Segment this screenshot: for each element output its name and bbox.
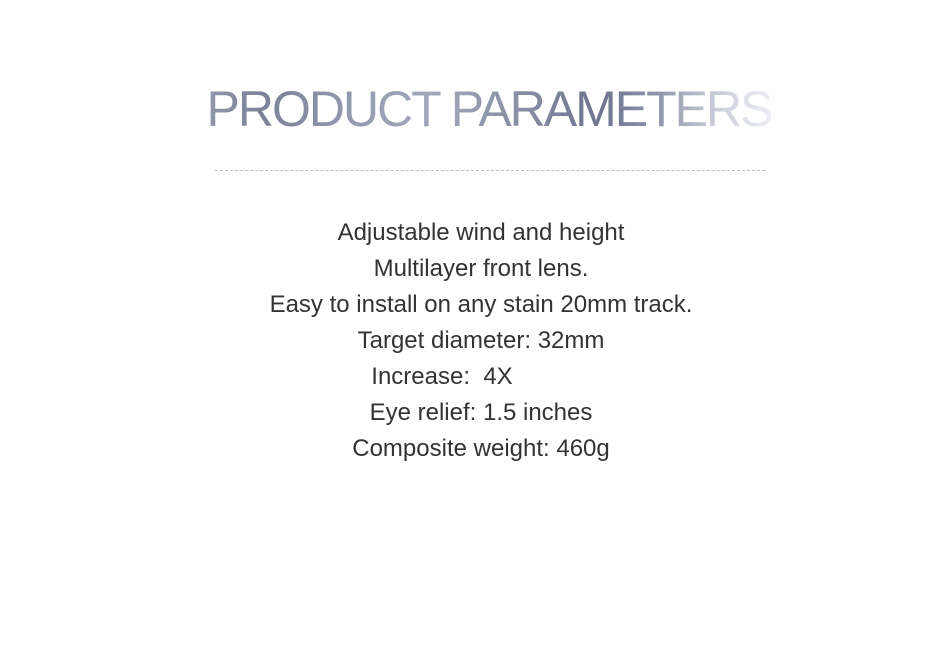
spec-line-install: Easy to install on any stain 20mm track.	[269, 291, 693, 318]
section-title: PRODUCT PARAMETERS	[206, 81, 772, 137]
spec-line-eye-relief: Eye relief: 1.5 inches	[369, 399, 593, 426]
spec-list	[6, 215, 950, 467]
spec-line-lens: Multilayer front lens.	[373, 255, 589, 282]
spec-line-weight: Composite weight: 460g	[352, 435, 610, 462]
spec-line-adjustability: Adjustable wind and height	[337, 219, 625, 246]
spec-line-target-diameter: Target diameter: 32mm	[357, 327, 605, 354]
spec-line-increase: Increase: 4X	[371, 363, 513, 390]
dashed-divider	[215, 170, 765, 171]
